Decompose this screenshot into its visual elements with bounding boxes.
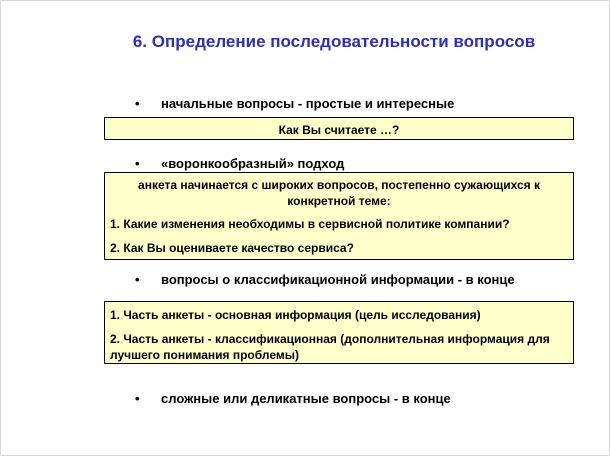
bullet-dot-icon: • [135,156,140,171]
bullet-item-1 [135,96,454,111]
bullet-dot-icon: • [135,391,140,406]
bullet-text-2: «воронкообразный» подход [161,156,345,171]
questionnaire-part-1: 1. Часть анкеты - основная информация (цель исследования) [110,308,481,322]
funnel-question-1: 1. Какие изменения необходимы в сервисной политике компании? [110,217,510,231]
slide-title: 6. Определение последовательности вопросов [132,32,536,51]
bullet-dot-icon: • [135,272,140,287]
questionnaire-parts-box [104,301,574,364]
bullet-item-4 [135,391,451,406]
bullet-text-3: вопросы о классификационной информации - в конце [161,272,515,287]
bullet-item-3 [135,272,515,287]
bullet-text-4: сложные или деликатные вопросы - в конце [161,391,451,406]
questionnaire-part-2: 2. Часть анкеты - классификационная (дополнительная информация для лучшего понимания проблемы) [110,332,550,362]
funnel-question-2: 2. Как Вы оцениваете качество сервиса? [110,241,354,255]
bullet-dot-icon: • [135,96,140,111]
example-question-text: Как Вы считаете …? [278,123,400,137]
bullet-item-2 [135,156,344,171]
funnel-intro-text: анкета начинается с широких вопросов, постепенно сужающихся к конкретной теме: [138,178,540,208]
example-box-question [104,117,574,140]
funnel-approach-box [104,172,574,260]
bullet-text-1: начальные вопросы - простые и интересные [161,96,455,111]
